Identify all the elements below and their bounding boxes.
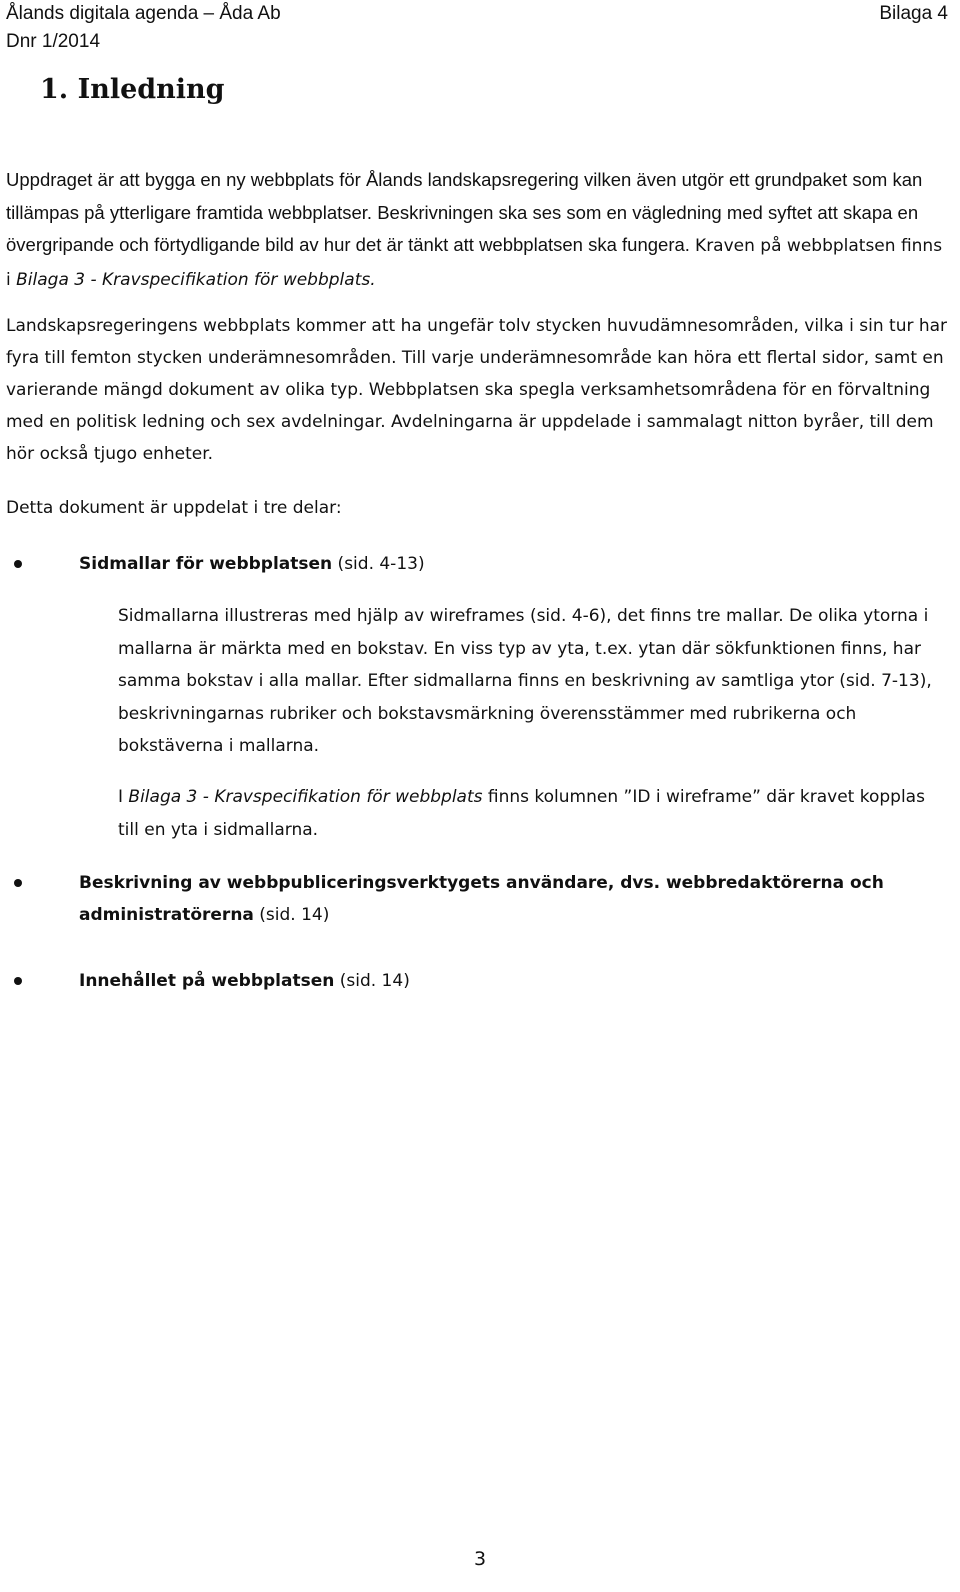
bullet-icon [14, 560, 22, 568]
list-item-pages: (sid. 14) [334, 971, 410, 991]
intro-requirements-text: Kraven på webbplatsen finns i [6, 236, 943, 290]
parts-intro: Detta dokument är uppdelat i tre delar: [6, 498, 342, 518]
list-item-title: Sidmallar för webbplatsen [79, 554, 333, 574]
note-text: finns kolumnen ”ID i wireframe” där kravet kopplas till en yta i sidmallarna. [118, 787, 925, 840]
note-prefix: I [118, 787, 129, 807]
list-item-pages: (sid. 4-13) [332, 554, 425, 574]
appendix-label: Bilaga 4 [879, 3, 948, 24]
templates-description: Sidmallarna illustreras med hjälp av wireframes (sid. 4-6), det finns tre mallar. De olika ytorna i mallarna är märkta med en bokstav. En viss typ av yta, t.ex. ytan där sökfunktionen finns, har samma bokstav i alla mallar. Efter sidmallarna finns en beskrivning av samtliga ytor (sid. 7-13), beskrivningarnas rubriker och bokstavsmärkning överensstämmer med rubrikerna och bokstäverna i mallarna. [118, 606, 932, 756]
wireframe-id-note [118, 781, 948, 846]
intro-appendix-reference: Bilaga 3 - Kravspecifikation för webbplats. [16, 269, 376, 290]
list-item-pages: (sid. 14) [253, 905, 330, 925]
page-number: 3 [473, 1548, 487, 1570]
note-appendix-reference: Bilaga 3 - Kravspecifikation för webbplats [128, 787, 483, 807]
section-heading: 1. Inledning [40, 74, 225, 105]
bullet-icon [14, 977, 22, 985]
list-item-title: Innehållet på webbplatsen [79, 971, 335, 991]
list-item-title: Beskrivning av webbpubliceringsverktygets användare, dvs. webbredaktörerna och administratörerna [79, 873, 884, 925]
intro-text: Uppdraget är att bygga en ny webbplats för Ålands landskapsregering vilken även utgör ett grundpaket som kan tillämpas på ytterligare framtida webbplatser. Beskrivningen ska ses som en vägledning med syftet att skapa en övergripande och förtydligande bild av hur det är tänkt att webbplatsen ska fungera. [6, 169, 923, 255]
scope-paragraph: Landskapsregeringens webbplats kommer att ha ungefär tolv stycken huvudämnesområden, vilka i sin tur har fyra till femton stycken underämnesområden. Till varje underämnesområde kan höra ett flertal sidor, samt en varierande mängd dokument av olika typ. Webbplatsen ska spegla verksamhetsområdena för en förvaltning med en politisk ledning och sex avdelningar. Avdelningarna är uppdelade i sammalagt nitton byråer, till dem hör också tjugo enheter. [6, 316, 948, 464]
header-title: Ålands digitala agenda – Åda Ab [6, 3, 281, 24]
intro-paragraph [6, 164, 950, 296]
bullet-icon [14, 879, 22, 887]
document-number: Dnr 1/2014 [6, 31, 101, 52]
